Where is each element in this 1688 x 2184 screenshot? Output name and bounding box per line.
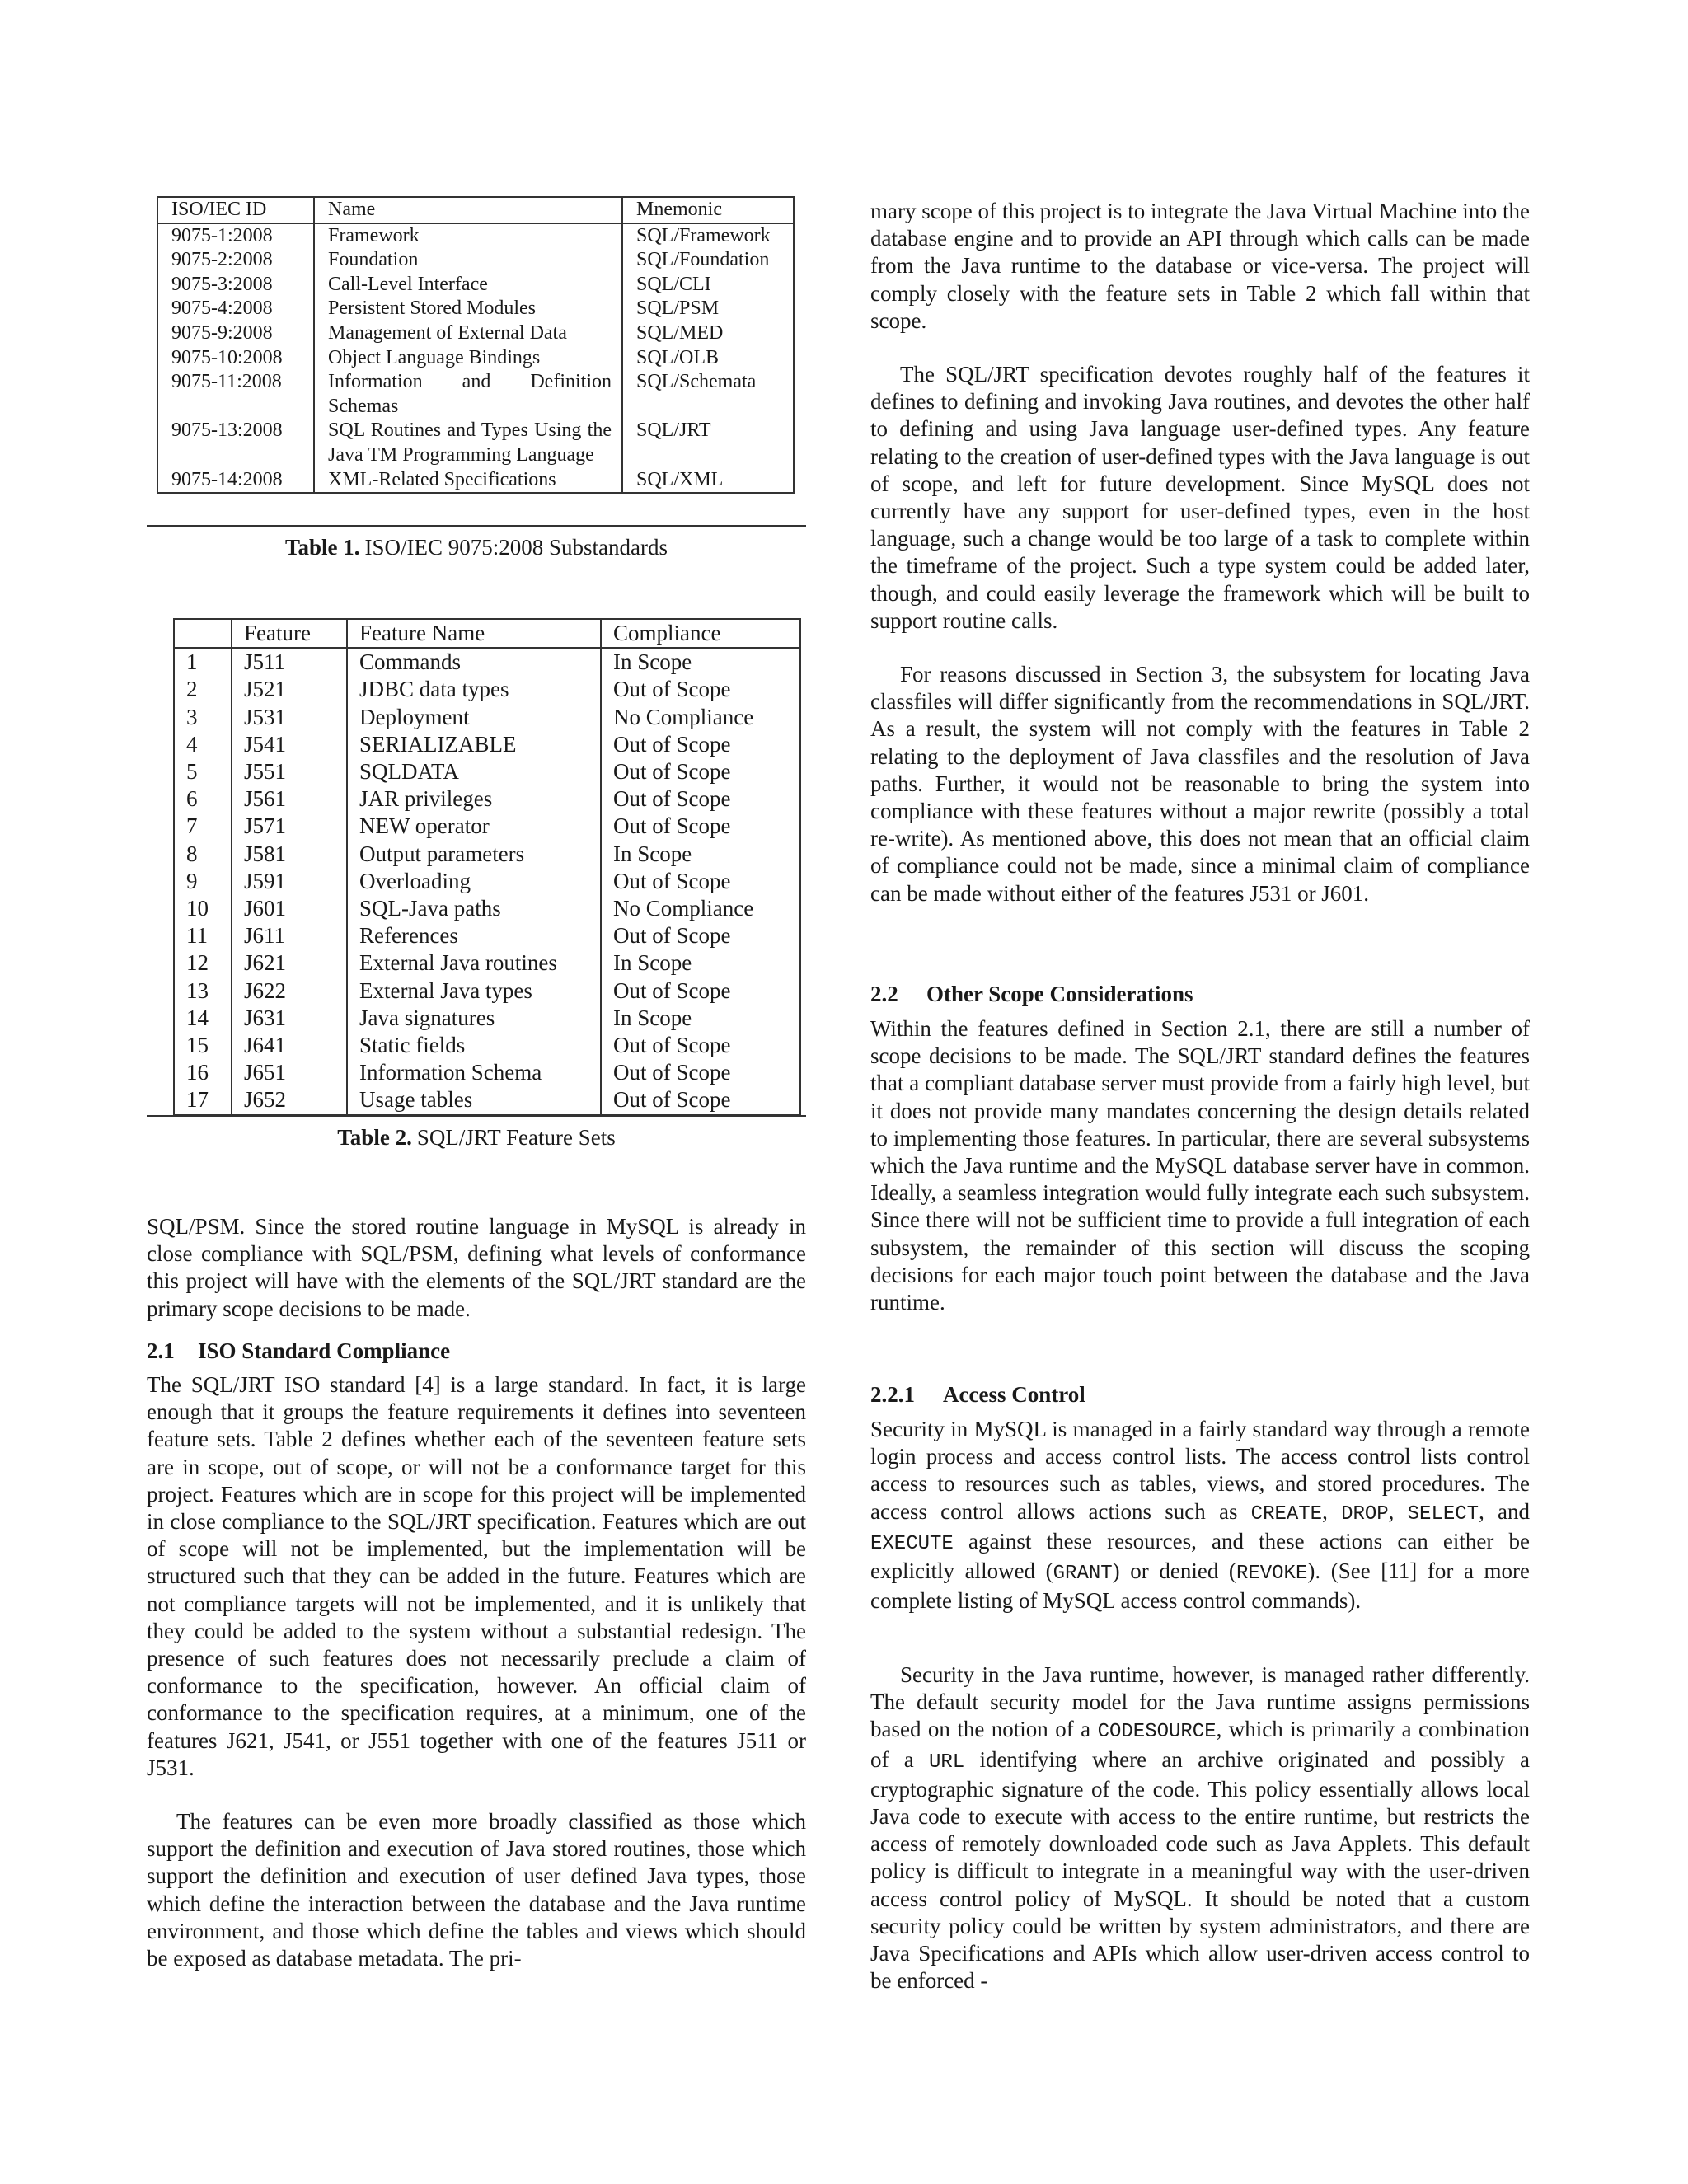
table-cell: J652 [232, 1086, 347, 1114]
table-cell: 12 [174, 949, 232, 977]
table-row [157, 419, 794, 467]
table-row [174, 1032, 800, 1059]
table-cell: J591 [232, 868, 347, 895]
table-cell: External Java routines [347, 949, 601, 977]
table-row [174, 1086, 800, 1114]
section-number: 2.2.1 [870, 1382, 915, 1407]
text-run: , [1388, 1498, 1408, 1524]
table-cell: Out of Scope [613, 759, 731, 785]
table-row [174, 704, 800, 731]
table-cell: Management of External Data [314, 321, 622, 346]
table-row [157, 346, 794, 371]
table-cell: Out of Scope [613, 868, 731, 893]
table-1-rule [147, 525, 806, 527]
feature-sets-table [173, 618, 801, 1116]
table-cell: 9075-4:2008 [157, 297, 314, 321]
table-cell: 9075-14:2008 [157, 468, 314, 494]
table-cell: J622 [232, 977, 347, 1005]
table-cell: 15 [174, 1032, 232, 1059]
paragraph: Within the features defined in Section 2.1, there are still a number of scope decisions to be made. The SQL/JRT standard defines the features that a compliant database server must provide from a fairly high level, but it does not provide many mandates concerning the design details related to implementing those features. In particular, there are several subsystems which the Java runtime and the MySQL database server have in common. Ideally, a seamless integration would fully integrate each such subsystem. Since there will not be sufficient time to provide a full integration of each subsystem, the remainder of this section will discuss the scoping decisions for each major touch point between the database and the Java runtime. [870, 1016, 1530, 1315]
table-cell: Persistent Stored Modules [314, 297, 622, 321]
table-row [174, 841, 800, 868]
table-cell: Out of Scope [613, 1033, 731, 1058]
table-2-caption [147, 1124, 806, 1151]
table-cell: Foundation [314, 248, 622, 273]
table-cell: 6 [174, 785, 232, 813]
table-row [157, 273, 794, 298]
table-cell: J611 [232, 922, 347, 949]
text-run: identifying where an archive originated and possibly a cryptographic signature of the code. This policy essentially allows local Java code to execute with access to the entire runtime, but restricts the access of remotely downloaded code such as Java Applets. This default policy is difficult to integrate in a meaningful way with the user-driven access control policy of MySQL. It should be noted that a custom security policy could be written by system administrators, and there are Java Specifications and APIs which allow user-driven access control to be enforced - [870, 1746, 1530, 1994]
table-cell: J541 [232, 731, 347, 758]
column-header [174, 619, 232, 648]
table-cell: J571 [232, 813, 347, 840]
table-1 [157, 196, 795, 494]
table-header-row [174, 619, 800, 648]
table-row [174, 813, 800, 840]
table-cell: 17 [174, 1086, 232, 1114]
text-run: , and [1479, 1498, 1531, 1524]
table-cell: 9075-13:2008 [157, 419, 314, 467]
table-row [174, 785, 800, 813]
table-cell: No Compliance [613, 896, 754, 921]
column-header: Compliance [601, 619, 800, 648]
table-cell: Commands [347, 648, 601, 676]
table-row [174, 1005, 800, 1032]
paragraph: SQL/PSM. Since the stored routine language in MySQL is already in close compliance with SQL/PSM, defining what levels of conformance this project will have with the elements of the SQL/JRT standard are the primary scope decisions to be made. [147, 1214, 806, 1321]
column-header: Feature [232, 619, 347, 648]
table-row [157, 223, 794, 249]
table-row [157, 321, 794, 346]
table-cell: J521 [232, 676, 347, 703]
table-cell: In Scope [613, 841, 692, 866]
table-cell: Framework [314, 223, 622, 249]
table-cell: J551 [232, 758, 347, 785]
caption-text: ISO/IEC 9075:2008 Substandards [364, 535, 668, 560]
section-heading-2-2-1 [870, 1381, 1530, 1408]
table-row [157, 468, 794, 494]
table-cell: Object Language Bindings [314, 346, 622, 371]
table-cell: SQL/MED [636, 321, 724, 344]
caption-label: Table 2. [337, 1125, 412, 1150]
paragraph [870, 1661, 1530, 1994]
table-header-row [157, 197, 794, 223]
table-cell: Java signatures [347, 1005, 601, 1032]
table-2 [173, 618, 801, 1116]
table-cell: Out of Scope [613, 977, 731, 1003]
table-cell: J601 [232, 895, 347, 922]
section-heading-2-1 [147, 1338, 806, 1365]
table-cell: JAR privileges [347, 785, 601, 813]
table-row [174, 949, 800, 977]
table-cell: SQL/Foundation [636, 249, 770, 271]
table-cell: SQL Routines and Types Using the Java TM Programming Language [314, 419, 622, 467]
table-row [157, 297, 794, 321]
column-header: Name [314, 197, 622, 223]
table-row [174, 731, 800, 758]
table-cell: SQL/XML [636, 468, 724, 490]
table-cell: 9075-3:2008 [157, 273, 314, 298]
table-cell: 10 [174, 895, 232, 922]
table-row [174, 758, 800, 785]
table-cell: Out of Scope [613, 786, 731, 812]
table-row [174, 977, 800, 1005]
table-row [174, 648, 800, 676]
table-cell: J531 [232, 704, 347, 731]
table-cell: 5 [174, 758, 232, 785]
table-cell: XML-Related Specifications [314, 468, 622, 494]
table-cell: 1 [174, 648, 232, 676]
table-cell: Overloading [347, 868, 601, 895]
table-cell: JDBC data types [347, 676, 601, 703]
table-cell: J511 [232, 648, 347, 676]
table-cell: Out of Scope [613, 731, 731, 757]
paragraph: For reasons discussed in Section 3, the subsystem for locating Java classfiles will differ significantly from the recommendations in SQL/JRT. As a result, the system will not comply with the features in Table 2 relating to the deployment of Java classfiles and the resolution of Java paths. Further, it would not be reasonable to bring the system into compliance with these features without a major rewrite (possibly a total re-write). As mentioned above, this does not mean that an official claim of compliance could not be made, since a minimal claim of compliance can be made without either of the features J531 or J601. [870, 662, 1530, 906]
table-cell: 4 [174, 731, 232, 758]
text-run: , which is primarily a combination of a [870, 1717, 1530, 1772]
column-header: Mnemonic [622, 197, 794, 223]
table-cell: External Java types [347, 977, 601, 1005]
table-cell: Usage tables [347, 1086, 601, 1114]
text-run: Security in the Java runtime, however, is managed rather differently. The default security model for the Java runtime assigns permissions based on the notion of a [870, 1662, 1530, 1742]
text-run: against these resources, and these actions can either be explicitly allowed ( [870, 1528, 1530, 1584]
text-run: ) or denied ( [1112, 1558, 1236, 1584]
table-2-rule [147, 1115, 806, 1117]
table-cell: 9075-9:2008 [157, 321, 314, 346]
keyword-create: CREATE [1250, 1502, 1323, 1526]
table-cell: J621 [232, 949, 347, 977]
text-run: Security in MySQL is managed in a fairly standard way through a remote login process and access control lists. The access control lists control access to resources such as tables, views, and stored procedures. The access control allows actions such as [870, 1417, 1530, 1524]
table-cell: SQL/PSM [636, 298, 720, 320]
table-cell: J561 [232, 785, 347, 813]
section-title: ISO Standard Compliance [198, 1338, 451, 1363]
table-cell: SQL/CLI [636, 273, 711, 295]
table-cell: 9 [174, 868, 232, 895]
text-run: ). (See [11] for a more complete listing of MySQL access control commands). [870, 1558, 1531, 1614]
section-number: 2.1 [147, 1338, 175, 1363]
keyword-revoke: REVOKE [1236, 1563, 1308, 1586]
table-cell: 9075-11:2008 [157, 370, 314, 419]
paragraph: The features can be even more broadly classified as those which support the definition and execution of Java stored routines, those which support the definition and execution of user defined Java types, those which define the interaction between the database and the Java runtime environment, and those which define the tables and views which should be exposed as database metadata. The pri- [147, 1809, 806, 1971]
table-1-caption [147, 534, 806, 561]
table-cell: Output parameters [347, 841, 601, 868]
table-row [174, 922, 800, 949]
table-cell: Information and Definition Schemas [314, 370, 622, 419]
table-cell: J641 [232, 1032, 347, 1059]
paragraph: mary scope of this project is to integrate the Java Virtual Machine into the database engine and to provide an API through which calls can be made from the Java runtime to the database or vice-versa. The project will comply closely with the feature sets in Table 2 which fall within that scope. [870, 199, 1530, 333]
table-cell: 9075-10:2008 [157, 346, 314, 371]
table-row [174, 1059, 800, 1086]
table-cell: SQL/Schemata [636, 371, 757, 393]
table-cell: Information Schema [347, 1059, 601, 1086]
table-cell: No Compliance [613, 704, 754, 729]
keyword-execute: EXECUTE [870, 1532, 954, 1555]
table-cell: In Scope [613, 649, 692, 675]
table-cell: 14 [174, 1005, 232, 1032]
table-cell: Out of Scope [613, 677, 731, 702]
section-title: Access Control [943, 1382, 1085, 1407]
table-cell: SQL/JRT [636, 419, 711, 442]
table-cell: 2 [174, 676, 232, 703]
caption-text: SQL/JRT Feature Sets [416, 1125, 616, 1150]
table-cell: SQL-Java paths [347, 895, 601, 922]
section-number: 2.2 [870, 982, 898, 1006]
table-cell: 13 [174, 977, 232, 1005]
substandards-table [157, 196, 795, 494]
table-cell: 9075-2:2008 [157, 248, 314, 273]
table-cell: J651 [232, 1059, 347, 1086]
paragraph: The SQL/JRT specification devotes roughly half of the features it defines to defining and invoking Java routines, and devotes the other half to defining and using Java language user-defined types. Any feature relating to the creation of user-defined types with the Java language is out of scope, and left for future development. Since MySQL does not currently have any support for user-defined types, even in the host language, such a change would be too large of a task to complete within the timeframe of the project. Such a type system could be added later, though, and could easily leverage the framework which will be built to support routine calls. [870, 362, 1530, 633]
table-cell: 3 [174, 704, 232, 731]
text-run: , [1322, 1498, 1342, 1524]
table-cell: 16 [174, 1059, 232, 1086]
keyword-drop: DROP [1341, 1502, 1389, 1526]
paragraph: The SQL/JRT ISO standard [4] is a large standard. In fact, it is large enough that it groups the feature requirements it defines into seventeen feature sets. Table 2 defines whether each of the seventeen feature sets are in scope, out of scope, or will not be a conformance target for this project. Features which are in scope for this project will be implemented in close compliance to the SQL/JRT specification. Features which are out of scope will not be implemented, but the implementation will be structured such that they can be added in the future. Features which are not compliance targets will not be implemented, and it is unlikely that they could be added to the system without a substantial redesign. The presence of such features does not necessarily preclude a claim of conformance to the specification, however. An official claim of conformance to the specification requires, at a minimum, one of the features J621, J541, or J551 together with one of the features J511 or J531. [147, 1372, 806, 1780]
table-row [174, 868, 800, 895]
table-row [157, 370, 794, 419]
table-row [174, 676, 800, 703]
table-cell: Deployment [347, 704, 601, 731]
table-cell: SERIALIZABLE [347, 731, 601, 758]
section-heading-2-2 [870, 981, 1530, 1008]
table-cell: 9075-1:2008 [157, 223, 314, 249]
table-cell: J631 [232, 1005, 347, 1032]
paragraph [870, 1416, 1530, 1615]
table-cell: 8 [174, 841, 232, 868]
table-cell: Out of Scope [613, 813, 731, 839]
table-cell: Call-Level Interface [314, 273, 622, 298]
keyword-select: SELECT [1407, 1502, 1479, 1526]
table-cell: In Scope [613, 950, 692, 976]
table-cell: SQL/Framework [636, 224, 771, 246]
table-cell: SQLDATA [347, 758, 601, 785]
table-cell: SQL/OLB [636, 346, 720, 368]
table-cell: Static fields [347, 1032, 601, 1059]
table-cell: Out of Scope [613, 1060, 731, 1085]
section-title: Other Scope Considerations [926, 982, 1193, 1006]
keyword-grant: GRANT [1053, 1563, 1113, 1586]
table-cell: 11 [174, 922, 232, 949]
column-header: Feature Name [347, 619, 601, 648]
keyword-url: URL [928, 1750, 965, 1774]
caption-label: Table 1. [284, 535, 360, 560]
keyword-codesource: CODESOURCE [1097, 1721, 1217, 1744]
table-cell: Out of Scope [613, 923, 731, 949]
table-cell: 7 [174, 813, 232, 840]
column-header: ISO/IEC ID [157, 197, 314, 223]
table-cell: In Scope [613, 1005, 692, 1030]
table-cell: NEW operator [347, 813, 601, 840]
table-cell: References [347, 922, 601, 949]
table-cell: Out of Scope [613, 1087, 731, 1113]
table-row [157, 248, 794, 273]
table-cell: J581 [232, 841, 347, 868]
table-row [174, 895, 800, 922]
